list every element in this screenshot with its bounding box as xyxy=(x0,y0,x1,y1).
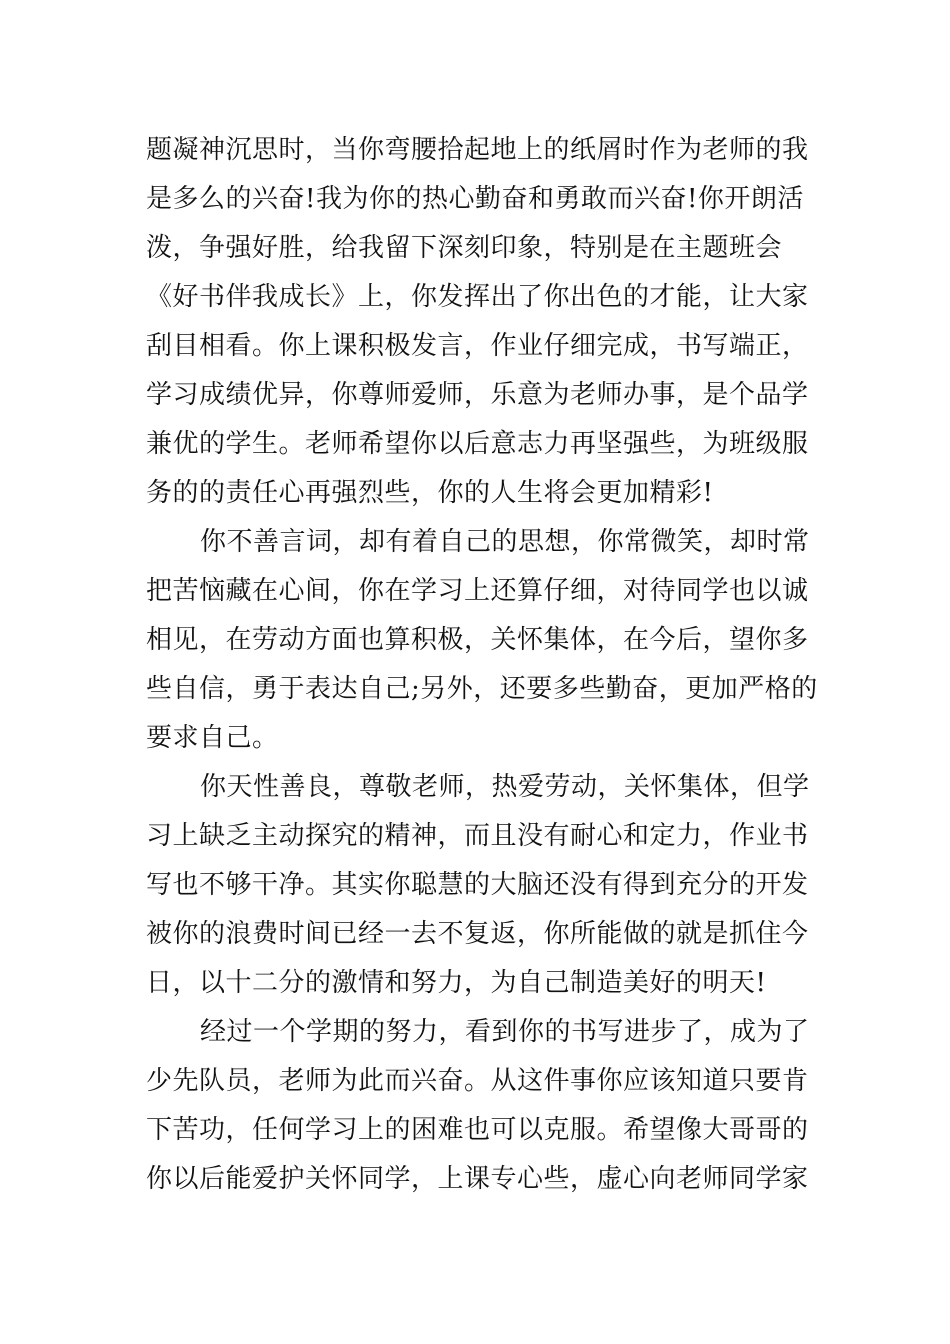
text-line: 你以后能爱护关怀同学，上课专心些，虚心向老师同学家 xyxy=(146,1164,809,1194)
text-line: 要求自己。 xyxy=(146,723,279,753)
text-line: 写也不够干净。其实你聪慧的大脑还没有得到充分的开发 xyxy=(146,870,809,900)
text-line: 你不善言词，却有着自己的思想，你常微笑，却时常 xyxy=(200,527,810,557)
text-line: 题凝神沉思时，当你弯腰拾起地上的纸屑时作为老师的我 xyxy=(146,135,809,165)
text-line: 日，以十二分的激情和努力，为自己制造美好的明天! xyxy=(146,968,767,998)
text-line: 经过一个学期的努力，看到你的书写进步了，成为了 xyxy=(200,1017,810,1047)
text-line: 刮目相看。你上课积极发言，作业仔细完成，书写端正， xyxy=(146,331,809,361)
text-line: 《好书伴我成长》上，你发挥出了你出色的才能，让大家 xyxy=(146,282,809,312)
text-line: 相见，在劳动方面也算积极，关怀集体，在今后，望你多 xyxy=(146,625,809,655)
document-body xyxy=(146,126,818,1204)
text-line: 兼优的学生。老师希望你以后意志力再坚强些，为班级服 xyxy=(146,429,809,459)
text-line: 下苦功，任何学习上的困难也可以克服。希望像大哥哥的 xyxy=(146,1115,809,1145)
text-line: 少先队员，老师为此而兴奋。从这件事你应该知道只要肯 xyxy=(146,1066,809,1096)
text-line: 泼，争强好胜，给我留下深刻印象，特别是在主题班会 xyxy=(146,233,783,263)
paragraph-2 xyxy=(146,518,818,763)
paragraph-3 xyxy=(146,763,810,1008)
text-line: 习上缺乏主动探究的精神，而且没有耐心和定力，作业书 xyxy=(146,821,809,851)
text-line: 被你的浪费时间已经一去不复返，你所能做的就是抓住今 xyxy=(146,919,809,949)
text-line: 是多么的兴奋!我为你的热心勤奋和勇敢而兴奋!你开朗活 xyxy=(146,184,804,214)
text-line: 些自信，勇于表达自己;另外，还要多些勤奋，更加严格的 xyxy=(146,674,818,704)
paragraph-1 xyxy=(146,126,809,518)
text-line: 学习成绩优异，你尊师爱师，乐意为老师办事，是个品学 xyxy=(146,380,809,410)
text-line: 你天性善良，尊敬老师，热爱劳动，关怀集体，但学 xyxy=(200,772,810,802)
paragraph-4 xyxy=(146,1008,810,1204)
text-line: 务的的责任心再强烈些，你的人生将会更加精彩! xyxy=(146,478,714,508)
text-line: 把苦恼藏在心间，你在学习上还算仔细，对待同学也以诚 xyxy=(146,576,809,606)
